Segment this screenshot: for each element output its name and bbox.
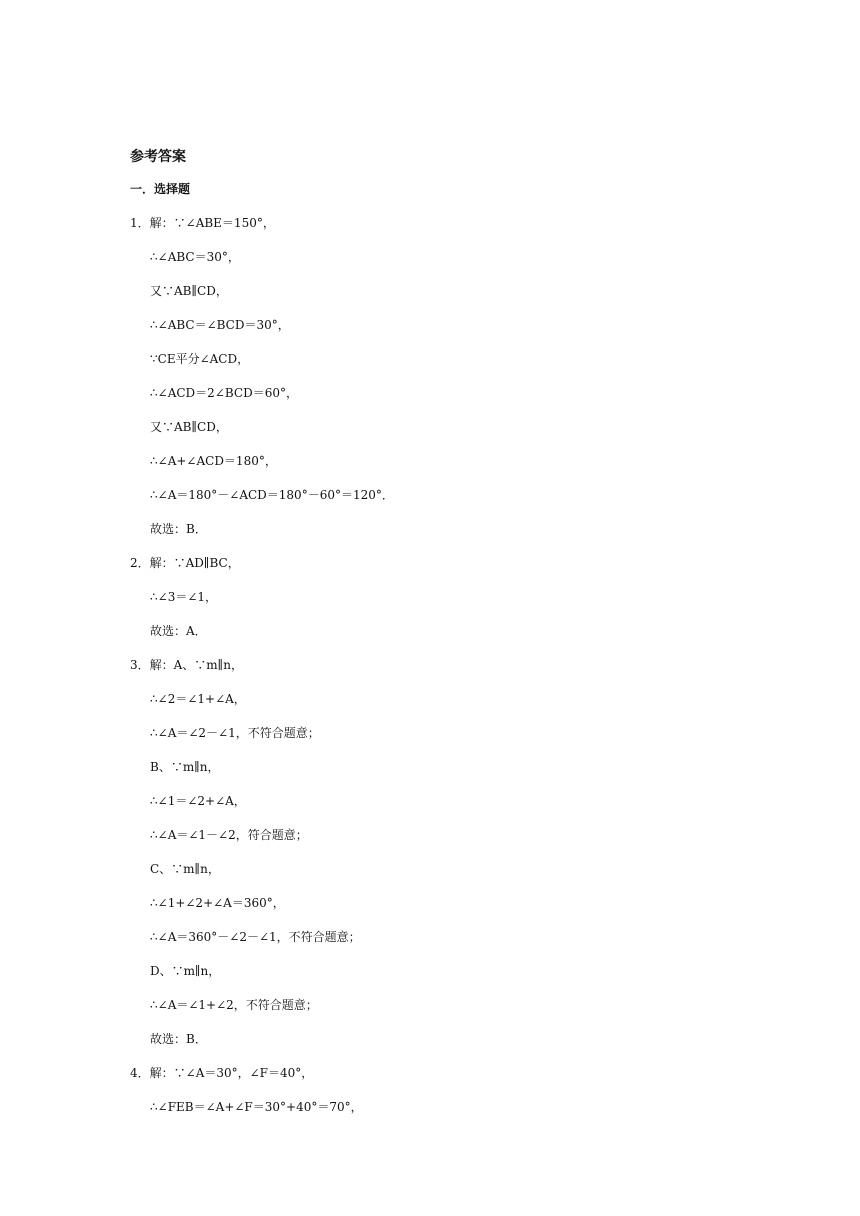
solution-step: ∵CE平分∠ACD，: [150, 352, 250, 366]
solution-step: ∴∠3＝∠1，: [150, 590, 218, 604]
question-solution-start: 4．解：∵∠A＝30°，∠F＝40°，: [130, 1066, 314, 1080]
solution-step: ∴∠2＝∠1+∠A，: [150, 692, 246, 706]
solution-step: ∴∠A＝∠2－∠1，不符合题意；: [150, 726, 320, 740]
solution-step: ∴∠A＝∠1－∠2，符合题意；: [150, 828, 308, 842]
solution-step: D、∵m∥n，: [150, 964, 221, 978]
solution-step: ∴∠1+∠2+∠A＝360°，: [150, 896, 285, 910]
solution-step: ∴∠1＝∠2+∠A，: [150, 794, 246, 808]
solution-step: ∴∠A＝∠1+∠2，不符合题意；: [150, 998, 318, 1012]
solution-step: 又∵AB∥CD，: [150, 284, 228, 298]
question-solution-start: 3．解：A、∵m∥n，: [130, 658, 243, 672]
solution-lines: [0, 213, 860, 1131]
answer-heading: 参考答案: [130, 149, 186, 165]
solution-step: ∴∠ACD＝2∠BCD＝60°，: [150, 386, 298, 400]
section-title: 一．选择题: [130, 182, 191, 196]
solution-step: ∴∠A＝360°－∠2－∠1，不符合题意；: [150, 930, 361, 944]
solution-step: ∴∠FEB＝∠A+∠F＝30°+40°＝70°，: [150, 1100, 363, 1114]
solution-step: C、∵m∥n，: [150, 862, 220, 876]
question-solution-start: 1．解：∵∠ABE＝150°，: [130, 216, 275, 230]
solution-step: 故选：A．: [150, 624, 207, 638]
solution-step: ∴∠A+∠ACD＝180°，: [150, 454, 277, 468]
solution-step: 故选：B．: [150, 1032, 207, 1046]
solution-step: ∴∠A＝180°－∠ACD＝180°－60°＝120°．: [150, 488, 394, 502]
solution-step: 故选：B．: [150, 522, 207, 536]
solution-step: ∴∠ABC＝∠BCD＝30°，: [150, 318, 290, 332]
question-solution-start: 2．解：∵AD∥BC，: [130, 556, 240, 570]
solution-step: ∴∠ABC＝30°，: [150, 250, 240, 264]
solution-step: 又∵AB∥CD，: [150, 420, 228, 434]
solution-step: B、∵m∥n，: [150, 760, 220, 774]
